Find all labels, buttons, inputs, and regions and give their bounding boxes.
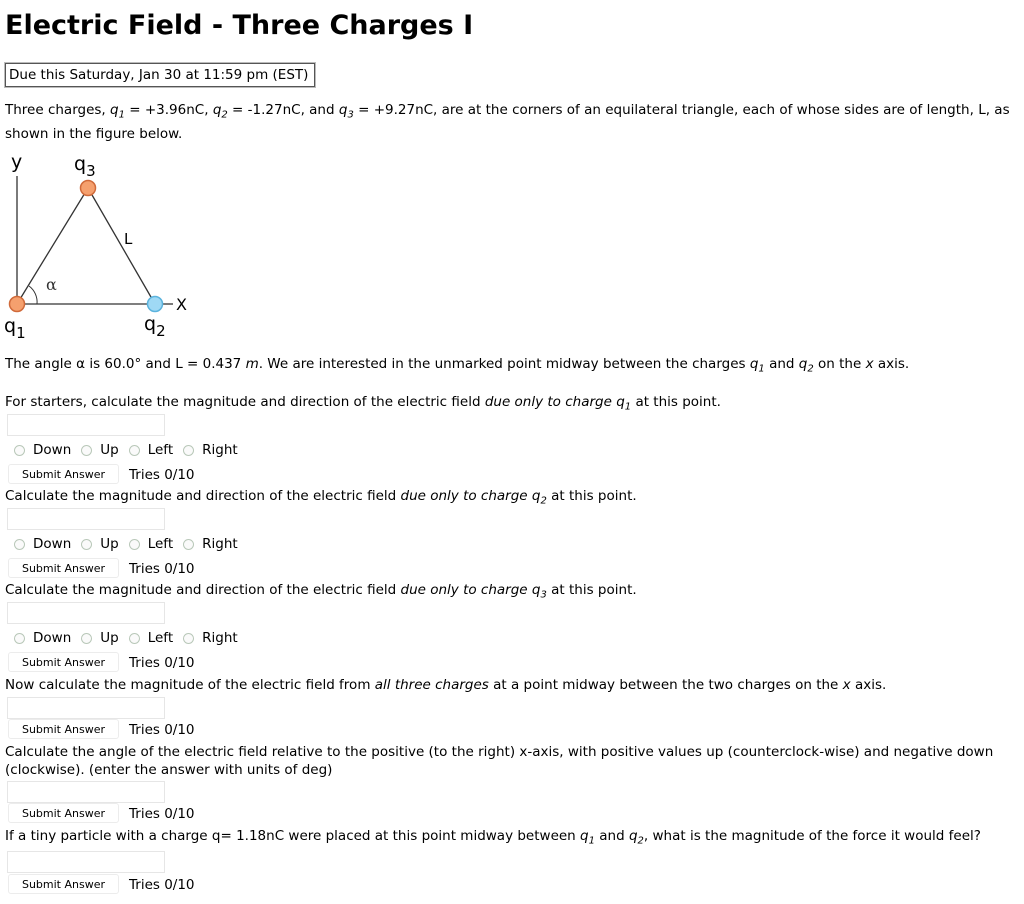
side-q3-q2 — [88, 188, 155, 304]
q3-radio-down[interactable]: Down — [14, 629, 81, 647]
q6-submit-answer-button[interactable]: Submit Answer — [8, 874, 119, 894]
q2-radio-up[interactable]: Up — [81, 535, 128, 553]
q3-label: $q_3$ — [74, 153, 96, 180]
question-1-text: For starters, calculate the magnitude and direction of the electric field due only to charge $q_1$ at this point. — [5, 394, 721, 413]
x-axis-label: X — [176, 295, 187, 314]
question-6-text: If a tiny particle with a charge q= 1.18nC were placed at this point midway between $q_1$ and $q_2$, what is the magnitude of the force it would feel? — [5, 828, 981, 847]
q1-label: $q_1$ — [4, 315, 26, 342]
q2-direction-radio-group — [14, 535, 248, 553]
total-field-answer-input[interactable] — [7, 697, 165, 719]
q3-radio-right[interactable]: Right — [183, 629, 248, 647]
q3-submit-answer-button[interactable]: Submit Answer — [8, 652, 119, 672]
q1-charge-circle — [10, 297, 25, 312]
radio-circle-icon[interactable] — [81, 445, 92, 456]
q2-field-answer-input[interactable] — [7, 508, 165, 530]
radio-circle-icon[interactable] — [14, 633, 25, 644]
q2-tries-counter: Tries 0/10 — [129, 561, 195, 577]
due-date-box: Due this Saturday, Jan 30 at 11:59 pm (EST) — [5, 63, 315, 87]
q5-submit-answer-button[interactable]: Submit Answer — [8, 803, 119, 823]
radio-circle-icon[interactable] — [81, 633, 92, 644]
angle-length-text: The angle α is 60.0° and L = 0.437 m. We are interested in the unmarked point midway between the charges $q_1$ and $q_2$ on the x axis. — [5, 356, 910, 375]
q3-tries-counter: Tries 0/10 — [129, 655, 195, 671]
radio-circle-icon[interactable] — [183, 539, 194, 550]
page-title: Electric Field - Three Charges I — [5, 10, 474, 41]
radio-circle-icon[interactable] — [14, 539, 25, 550]
q2-radio-down[interactable]: Down — [14, 535, 81, 553]
q1-submit-answer-button[interactable]: Submit Answer — [8, 464, 119, 484]
radio-circle-icon[interactable] — [129, 539, 140, 550]
y-axis-label: y — [11, 151, 23, 173]
q1-radio-down[interactable]: Down — [14, 441, 81, 459]
q3-direction-radio-group — [14, 629, 248, 647]
q2-radio-right[interactable]: Right — [183, 535, 248, 553]
question-3-text: Calculate the magnitude and direction of the electric field due only to charge $q_3$ at this point. — [5, 582, 637, 601]
q1-radio-right[interactable]: Right — [183, 441, 248, 459]
q4-submit-answer-button[interactable]: Submit Answer — [8, 719, 119, 739]
q2-submit-answer-button[interactable]: Submit Answer — [8, 558, 119, 578]
intro-text: Three charges, $q_1 = +3.96nC$, $q_2 = -1.27nC$, and $q_3 = +9.27nC$, are at the corners of an equilateral triangle, each of whose sides are of length, L, as shown in the figure below. — [5, 102, 1010, 142]
question-2-text: Calculate the magnitude and direction of the electric field due only to charge $q_2$ at this point. — [5, 488, 637, 507]
radio-circle-icon[interactable] — [183, 445, 194, 456]
radio-circle-icon[interactable] — [129, 445, 140, 456]
q3-field-answer-input[interactable] — [7, 602, 165, 624]
q1-field-answer-input[interactable] — [7, 414, 165, 436]
question-5-text: Calculate the angle of the electric field relative to the positive (to the right) x-axis, with positive values up (counterclock-wise) and negative down (clockwise). (enter the answer with units of deg) — [5, 744, 994, 778]
q3-radio-left[interactable]: Left — [129, 629, 183, 647]
q1-radio-left[interactable]: Left — [129, 441, 183, 459]
force-answer-input[interactable] — [7, 851, 165, 873]
radio-circle-icon[interactable] — [14, 445, 25, 456]
length-label: L — [124, 230, 133, 248]
q5-tries-counter: Tries 0/10 — [129, 806, 195, 822]
q2-radio-left[interactable]: Left — [129, 535, 183, 553]
q1-tries-counter: Tries 0/10 — [129, 467, 195, 483]
q1-direction-radio-group — [14, 441, 248, 459]
q6-tries-counter: Tries 0/10 — [129, 877, 195, 893]
radio-circle-icon[interactable] — [129, 633, 140, 644]
q1-radio-up[interactable]: Up — [81, 441, 128, 459]
triangle-figure — [0, 148, 200, 343]
question-4-text: Now calculate the magnitude of the electric field from all three charges at a point midway between the two charges on the x axis. — [5, 677, 887, 693]
angle-answer-input[interactable] — [7, 781, 165, 803]
alpha-label: α — [46, 275, 57, 294]
alpha-arc — [29, 286, 37, 304]
q3-charge-circle — [81, 181, 96, 196]
radio-circle-icon[interactable] — [81, 539, 92, 550]
q2-charge-circle — [148, 297, 163, 312]
radio-circle-icon[interactable] — [183, 633, 194, 644]
q2-label: $q_2$ — [144, 313, 166, 340]
q4-tries-counter: Tries 0/10 — [129, 722, 195, 738]
q3-radio-up[interactable]: Up — [81, 629, 128, 647]
